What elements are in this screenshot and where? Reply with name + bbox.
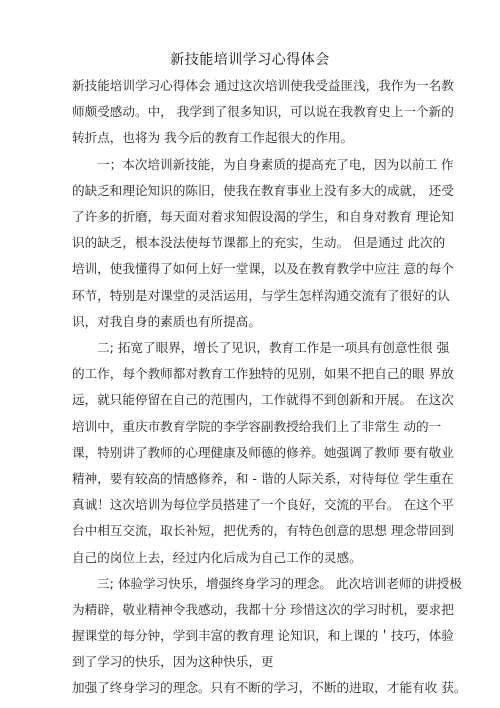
text-line: 识的缺乏，根本没法使每节课都上的充实，生动。 但是通过 此次的 <box>72 235 446 250</box>
text-line: 环节，特别是对课堂的灵活运用，与学生怎样沟通交流有了很好的认 <box>72 288 450 303</box>
text-line: 识，对我自身的素质也有所提高。 <box>72 314 261 329</box>
text-line: 的工作，每个教师都对教育工作独特的见别，如果不把自己的眼 界放 <box>72 366 454 381</box>
text-line: 培训，使我懂得了如何上好一堂课，以及在教育教学中应注 意的每个 <box>72 261 454 276</box>
text-line: 一；本次培训新技能，为自身素质的提高充了电，因为以前工 作 <box>97 157 454 172</box>
text-line: 新技能培训学习心得体会 通过这次培训使我受益匪浅，我作为一名教 <box>72 78 454 93</box>
text-line: 真诚！这次培训为每位学员搭建了一个良好，交流的平台。 在这个平 <box>72 497 454 512</box>
text-line: 师颇受感动。中， 我学到了很多知识，可以说在我教育史上一个新的 <box>72 104 454 119</box>
text-line: 课，特别讲了教师的心理健康及师德的修养。她强调了教师 要有敬业 <box>72 445 454 460</box>
text-line: 了许多的折磨，每天面对着求知假设渴的学生，和自身对教育 理论知 <box>72 209 454 224</box>
text-line: 加强了终身学习的理念。只有不断的学习，不断的进取，才能有收 获。 <box>72 680 467 695</box>
text-line: 为精辟，敬业精神令我感动，我都十分 珍惜这次的学习时机，要求把 <box>72 602 454 617</box>
text-line: 自己的岗位上去，经过内化后成为自己工作的灵感。 <box>72 550 362 565</box>
text-line: 到了学习的快乐，因为这种快乐，更 <box>72 654 274 669</box>
text-line: 台中相互交流，取长补短，把优秀的，有特色创意的思想 理念带回到 <box>72 523 454 538</box>
text-line: 培训中，重庆市教育学院的李学容副教授给我们上了非常生 动的一 <box>72 419 442 434</box>
text-line: 握课堂的每分钟，学到丰富的教育理 论知识，和上课的＇技巧，体验 <box>72 628 454 643</box>
text-line: 远，就只能停留在自己的范围内，工作就得不到创新和开展。 在这次 <box>72 392 454 407</box>
text-line: 三; 体验学习快乐，增强终身学习的理念。 此次培训老师的讲授极 <box>97 576 462 591</box>
text-line: 的缺乏和理论知识的陈旧，使我在教育事业上没有多大的成就， 还受 <box>72 183 454 198</box>
document-title: 新技能培训学习心得体会 <box>170 52 330 68</box>
text-line: 转折点，也将为 我今后的教育工作起很大的作用。 <box>72 130 354 145</box>
text-line: 精神，要有较高的情感修养，和 - 谐的人际关系，对待每位 学生重在 <box>72 471 454 486</box>
text-line: 二; 拓宽了眼界，增长了见识，教育工作是一项具有创意性很 强 <box>97 340 450 355</box>
